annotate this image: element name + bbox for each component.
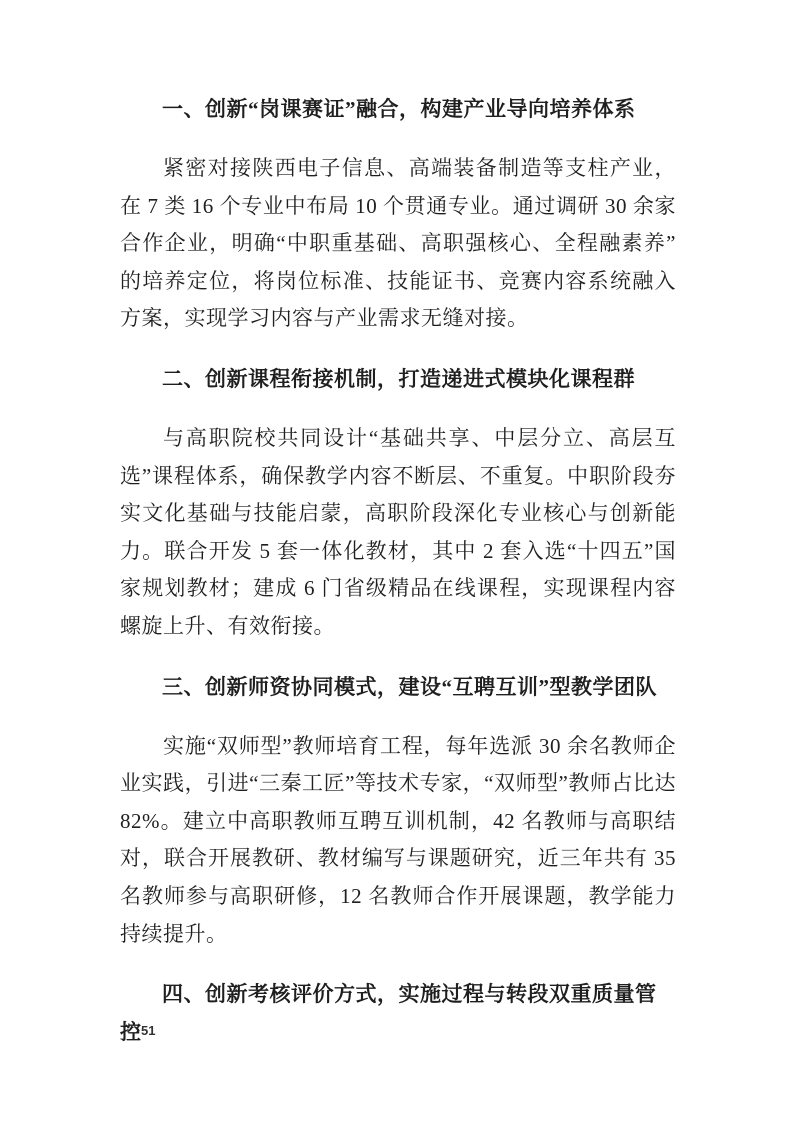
section-4: [120, 975, 676, 1051]
page-number: 51: [141, 1023, 156, 1038]
section-1-paragraph: 紧密对接陕西电子信息、高端装备制造等支柱产业，在 7 类 16 个专业中布局 10 个贯通专业。通过调研 30 余家合作企业，明确“中职重基础、高职强核心、全程融素养”的培养定位，将岗位标准、技能证书、竞赛内容系统融入方案，实现学习内容与产业需求无缝对接。: [120, 156, 676, 331]
section-1: [120, 90, 676, 338]
section-2-paragraph: 与高职院校共同设计“基础共享、中层分立、高层互选”课程体系，确保教学内容不断层、不重复。中职阶段夯实文化基础与技能启蒙，高职阶段深化专业核心与创新能力。联合开发 5 套一体化教材，其中 2 套入选“十四五”国家规划教材；建成 6 门省级精品在线课程，实现课程内容螺旋上升、有效衔接。: [120, 425, 676, 638]
section-2: [120, 360, 676, 646]
document-content: [120, 90, 676, 1073]
section-4-heading: 四、创新考核评价方式，实施过程与转段双重质量管控: [120, 982, 657, 1045]
section-3: [120, 668, 676, 954]
section-3-paragraph: 实施“双师型”教师培育工程，每年选派 30 余名教师企业实践，引进“三秦工匠”等技术专家，“双师型”教师占比达 82%。建立中高职教师互聘互训机制，42 名教师与高职结对，联合开展教研、教材编写与课题研究，近三年共有 35 名教师参与高职研修，12 名教师合作开展课题，教学能力持续提升。: [120, 733, 676, 946]
section-3-heading: 三、创新师资协同模式，建设“互聘互训”型教学团队: [162, 674, 657, 699]
section-1-heading: 一、创新“岗课赛证”融合，构建产业导向培养体系: [162, 97, 636, 121]
section-2-heading: 二、创新课程衔接机制，打造递进式模块化课程群: [162, 366, 635, 391]
